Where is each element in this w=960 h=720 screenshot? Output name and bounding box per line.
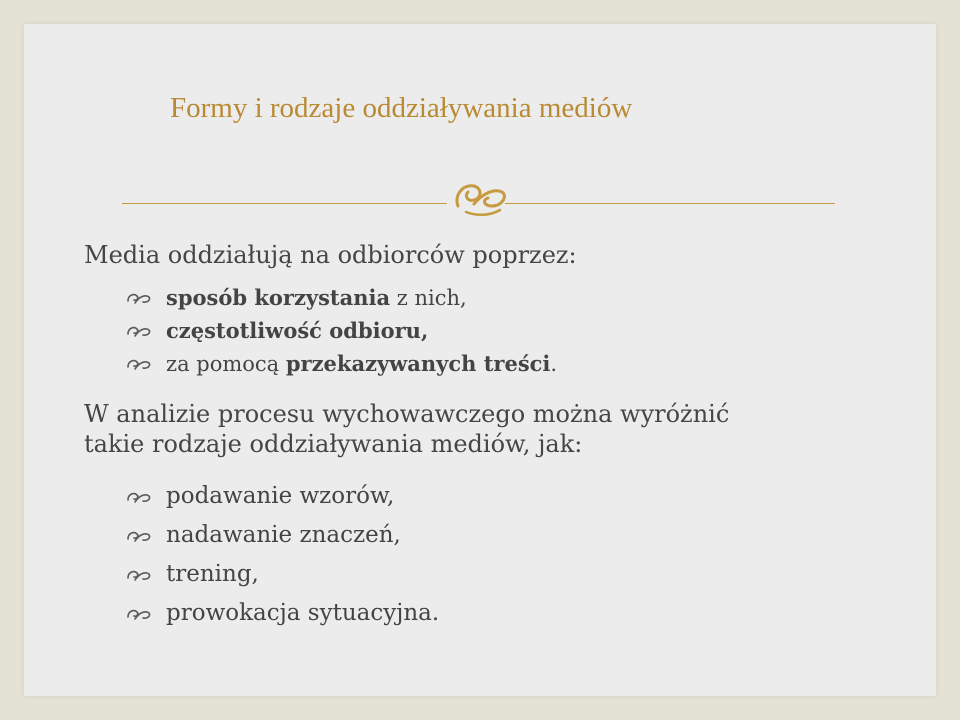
title-divider-right	[505, 203, 835, 204]
list-item-bold: przekazywanych treści	[285, 351, 551, 376]
swirl-bullet-icon	[126, 607, 152, 623]
swirl-ornament-icon	[452, 176, 508, 220]
list-item-text: prowokacja sytuacyjna.	[166, 600, 440, 626]
list-item	[126, 281, 557, 314]
intro-text: Media oddziałują na odbiorców poprzez:	[84, 241, 577, 269]
list-item	[126, 314, 557, 347]
title-divider-left	[122, 203, 447, 204]
list-item	[126, 516, 439, 555]
list-item	[126, 555, 439, 594]
swirl-bullet-icon	[126, 291, 152, 307]
list-item	[126, 594, 439, 633]
list-item	[126, 477, 439, 516]
list-item	[126, 347, 557, 380]
swirl-bullet-icon	[126, 357, 152, 373]
list-item-text: .	[550, 352, 558, 376]
list-item-bold: sposób korzystania	[166, 285, 391, 310]
list-item-prefix: za pomocą	[166, 352, 286, 376]
influence-list	[126, 281, 557, 380]
list-item-text: trening,	[166, 561, 259, 587]
list-item-text: nadawanie znaczeń,	[166, 522, 401, 548]
swirl-bullet-icon	[126, 490, 152, 506]
analysis-paragraph	[84, 399, 884, 459]
slide-title: Formy i rodzaje oddziaływania mediów	[170, 92, 633, 124]
swirl-bullet-icon	[126, 324, 152, 340]
influence-types-list	[126, 477, 439, 633]
list-item-bold: częstotliwość odbioru,	[166, 318, 429, 343]
list-item-text: podawanie wzorów,	[166, 483, 395, 509]
paragraph-line-2: takie rodzaje oddziaływania mediów, jak:	[84, 430, 583, 458]
list-item-text: z nich,	[390, 286, 467, 310]
paragraph-line-1: W analizie procesu wychowawczego można wyróżnić	[84, 400, 730, 428]
swirl-bullet-icon	[126, 568, 152, 584]
swirl-bullet-icon	[126, 529, 152, 545]
